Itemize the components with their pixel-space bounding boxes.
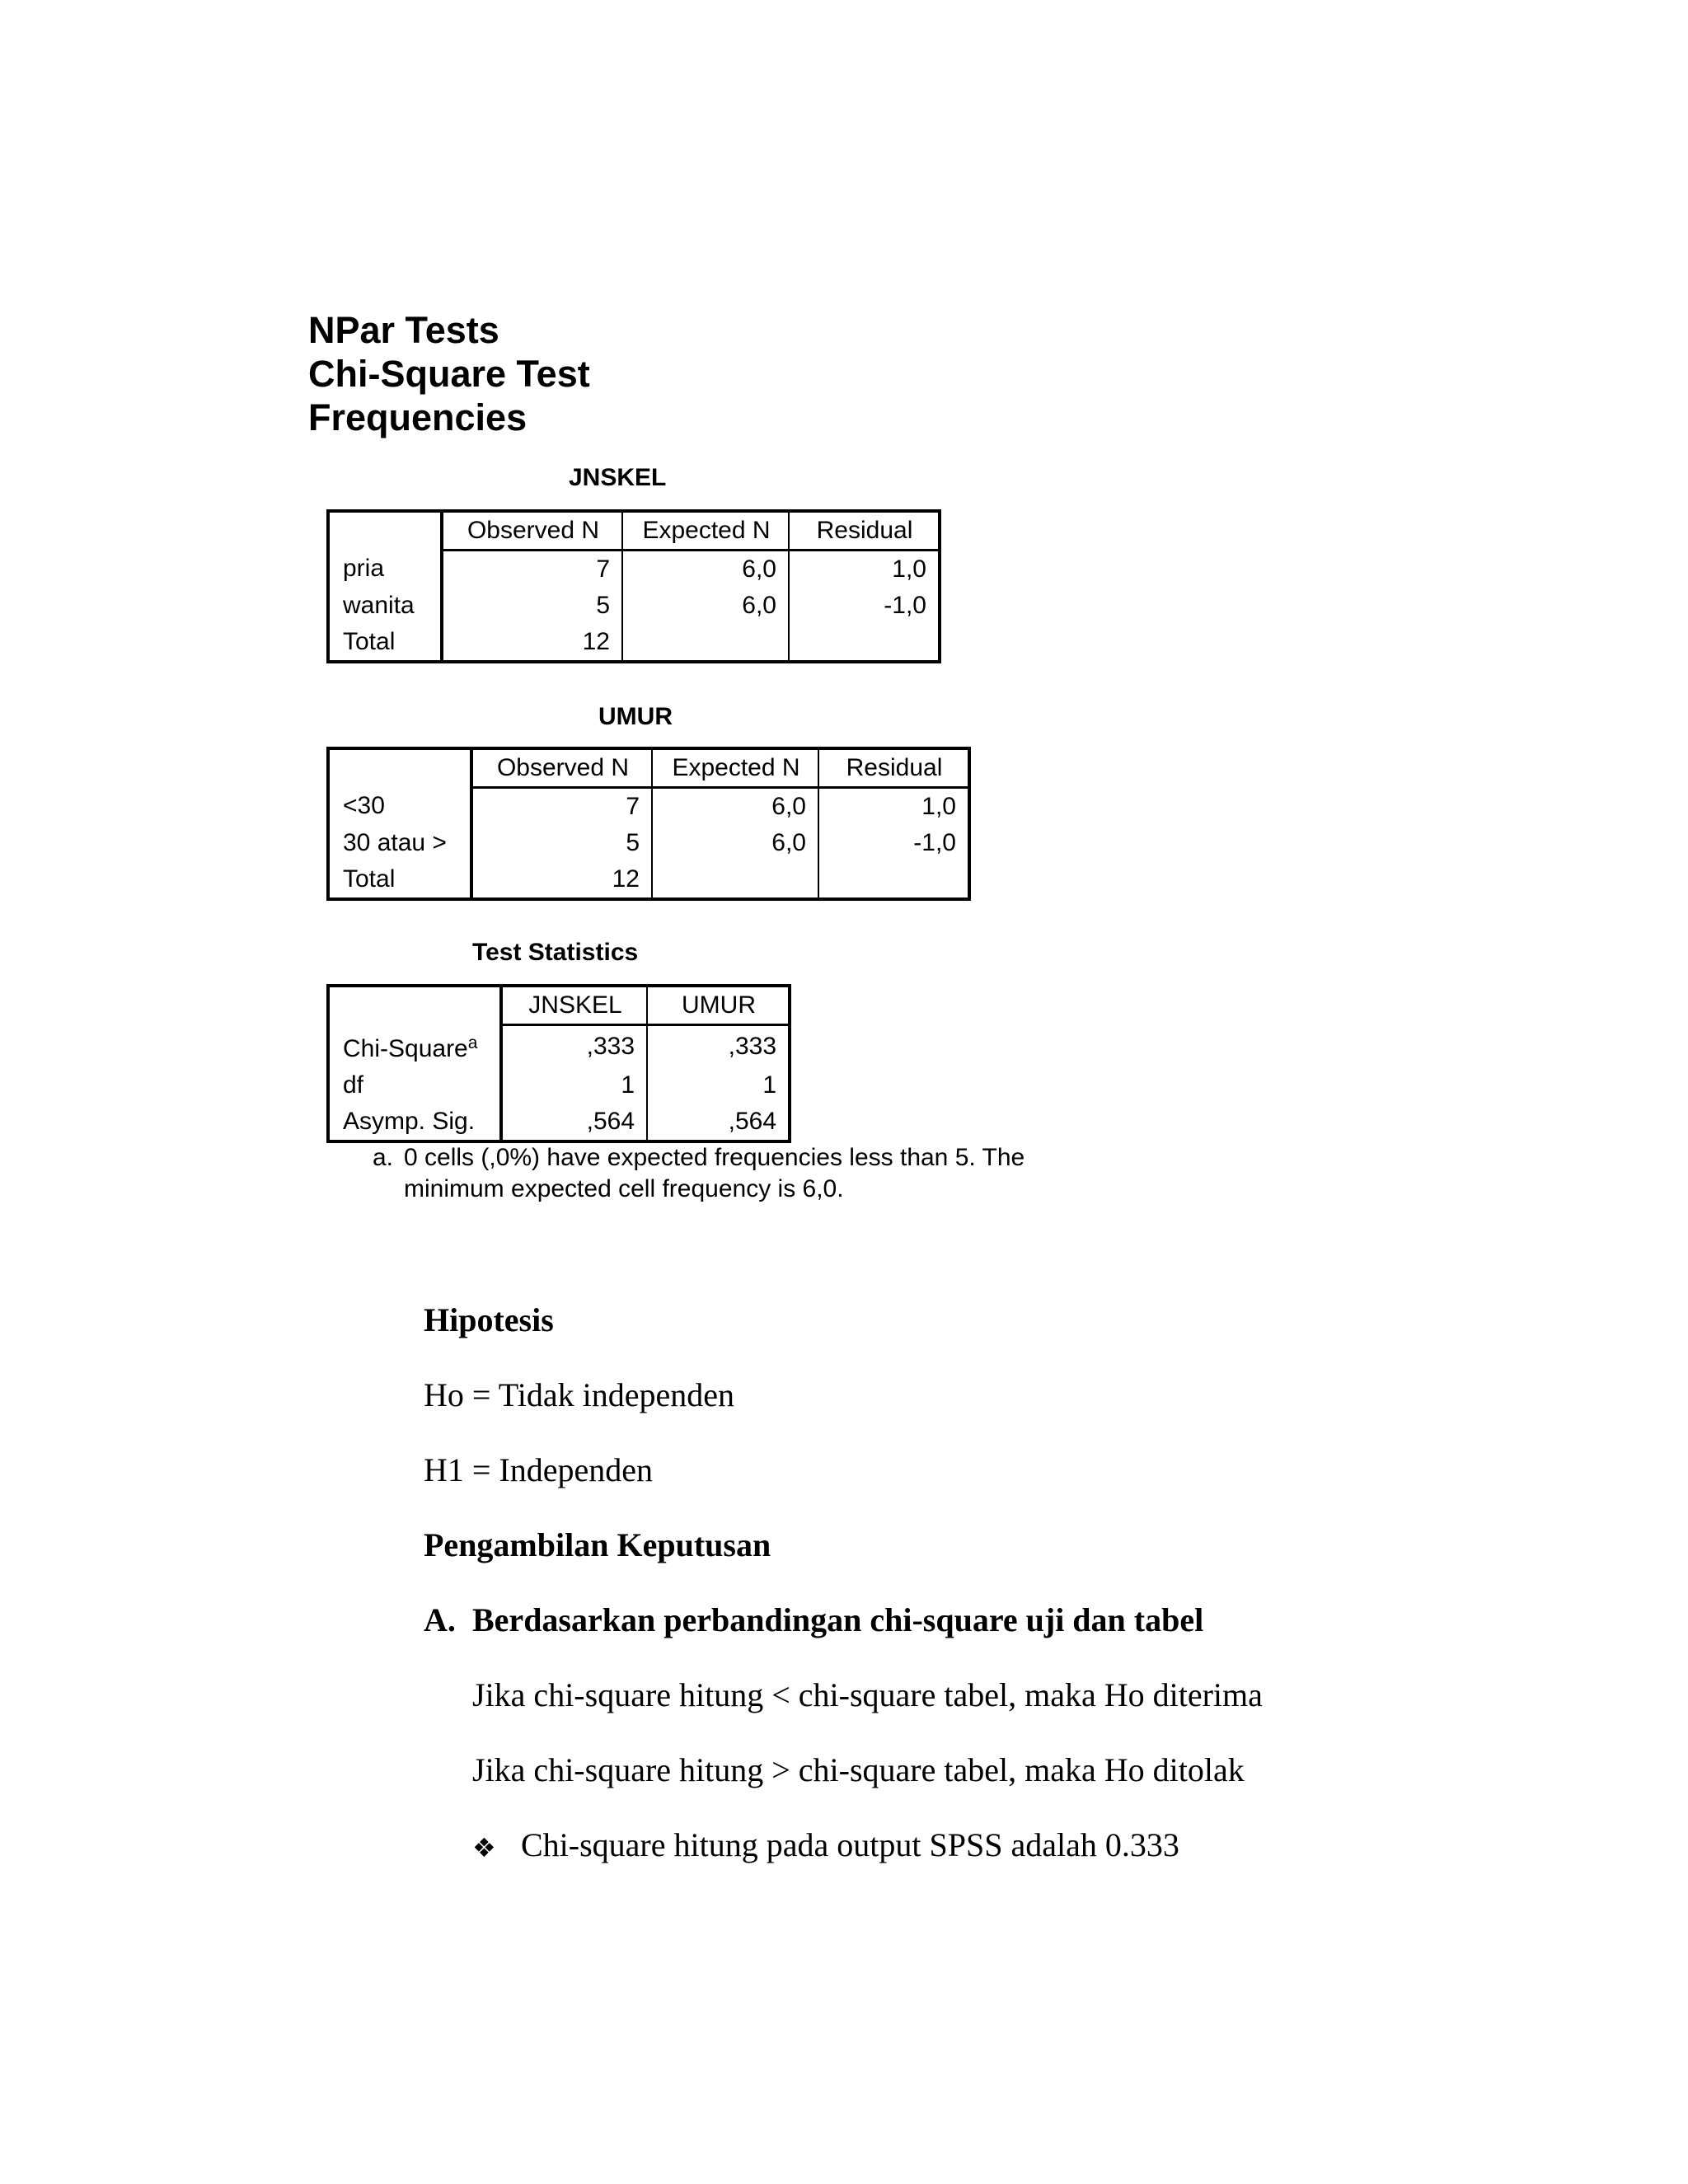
- heading-chi-square-test: Chi-Square Test: [308, 353, 590, 395]
- cell-expected: 6,0: [652, 825, 818, 861]
- header-cell-observed: Observed N: [471, 748, 652, 788]
- cell-expected: 6,0: [652, 788, 818, 826]
- row-label: <30: [328, 788, 471, 826]
- section-a-label: A.: [424, 1601, 456, 1638]
- row-label: Total: [328, 861, 471, 899]
- table-row: [328, 1025, 790, 1067]
- heading-npar-tests: NPar Tests: [308, 309, 499, 351]
- header-cell-empty: [328, 748, 471, 788]
- table-row: [328, 861, 969, 899]
- header-cell-empty: [328, 986, 501, 1025]
- table-row: [328, 1104, 790, 1141]
- cell-residual: -1,0: [913, 829, 956, 856]
- row-label-text: Chi-Square: [343, 1034, 468, 1062]
- cell-umur: 1: [762, 1071, 776, 1099]
- bullet-chi-square-result: Chi-square hitung pada output SPSS adalah 0.333: [521, 1826, 1179, 1863]
- header-cell-residual: Residual: [818, 748, 969, 788]
- cell-umur: ,564: [728, 1107, 776, 1135]
- pengambilan-keputusan-heading: Pengambilan Keputusan: [424, 1526, 771, 1563]
- header-cell-umur: UMUR: [647, 986, 790, 1025]
- cell-jnskel: 1: [501, 1067, 647, 1104]
- cell-residual: [789, 624, 940, 662]
- cell-residual: -1,0: [884, 592, 926, 619]
- test-statistics-table: [326, 984, 791, 1143]
- hipotesis-heading: Hipotesis: [424, 1301, 554, 1338]
- footnote-marker: a: [467, 1033, 478, 1052]
- cell-observed: 12: [471, 861, 652, 899]
- cell-observed: 5: [442, 588, 622, 624]
- row-label: df: [328, 1067, 501, 1104]
- cell-residual: 1,0: [921, 793, 956, 820]
- cell-jnskel: ,564: [501, 1104, 647, 1141]
- row-label: Total: [328, 624, 442, 662]
- cell-observed: 7: [442, 551, 622, 588]
- row-label: 30 atau >: [328, 825, 471, 861]
- header-cell-observed: Observed N: [442, 511, 622, 551]
- section-a-heading: Berdasarkan perbandingan chi-square uji dan tabel: [472, 1601, 1204, 1638]
- cell-observed: 12: [442, 624, 622, 662]
- table-row: [328, 588, 940, 624]
- cell-residual: 1,0: [892, 555, 926, 583]
- table-row: [328, 551, 940, 588]
- row-label: pria: [328, 551, 442, 588]
- footnote-text: 0 cells (,0%) have expected frequencies less than 5. The minimum expected cell frequency is 6,0.: [404, 1144, 1025, 1202]
- cell-expected: 6,0: [622, 551, 789, 588]
- header-cell-expected: Expected N: [622, 511, 789, 551]
- header-cell-jnskel: JNSKEL: [501, 986, 647, 1025]
- cell-expected: 6,0: [622, 588, 789, 624]
- footnote-label: a.: [373, 1144, 394, 1171]
- umur-table-title: UMUR: [598, 703, 673, 730]
- table-row: [328, 825, 969, 861]
- jnskel-table-title: JNSKEL: [569, 464, 667, 491]
- table-header-row: [328, 511, 940, 551]
- row-label: Asymp. Sig.: [328, 1104, 501, 1141]
- table-header-row: [328, 748, 969, 788]
- cell-expected: [652, 861, 818, 899]
- umur-frequency-table: [326, 747, 971, 901]
- hypothesis-h1: H1 = Independen: [424, 1451, 654, 1488]
- row-label: wanita: [328, 588, 442, 624]
- table-header-row: [328, 986, 790, 1025]
- header-cell-empty: [328, 511, 442, 551]
- cell-expected: [622, 624, 789, 662]
- hypothesis-ho: Ho = Tidak independen: [424, 1376, 734, 1413]
- table-row: [328, 788, 969, 826]
- decision-rule-reject: Jika chi-square hitung > chi-square tabel, maka Ho ditolak: [472, 1751, 1245, 1788]
- heading-frequencies: Frequencies: [308, 396, 528, 438]
- header-cell-expected: Expected N: [652, 748, 818, 788]
- row-label: [328, 1025, 501, 1067]
- bullet-diamond-icon: ❖: [472, 1832, 496, 1863]
- cell-jnskel: ,333: [501, 1025, 647, 1067]
- decision-rule-accept: Jika chi-square hitung < chi-square tabel, maka Ho diterima: [472, 1676, 1263, 1713]
- cell-observed: 7: [471, 788, 652, 826]
- cell-umur: ,333: [728, 1032, 776, 1060]
- jnskel-frequency-table: [326, 509, 941, 663]
- cell-observed: 5: [471, 825, 652, 861]
- header-cell-residual: Residual: [789, 511, 940, 551]
- test-statistics-table-title: Test Statistics: [472, 939, 639, 966]
- table-row: [328, 624, 940, 662]
- table-row: [328, 1067, 790, 1104]
- cell-residual: [818, 861, 969, 899]
